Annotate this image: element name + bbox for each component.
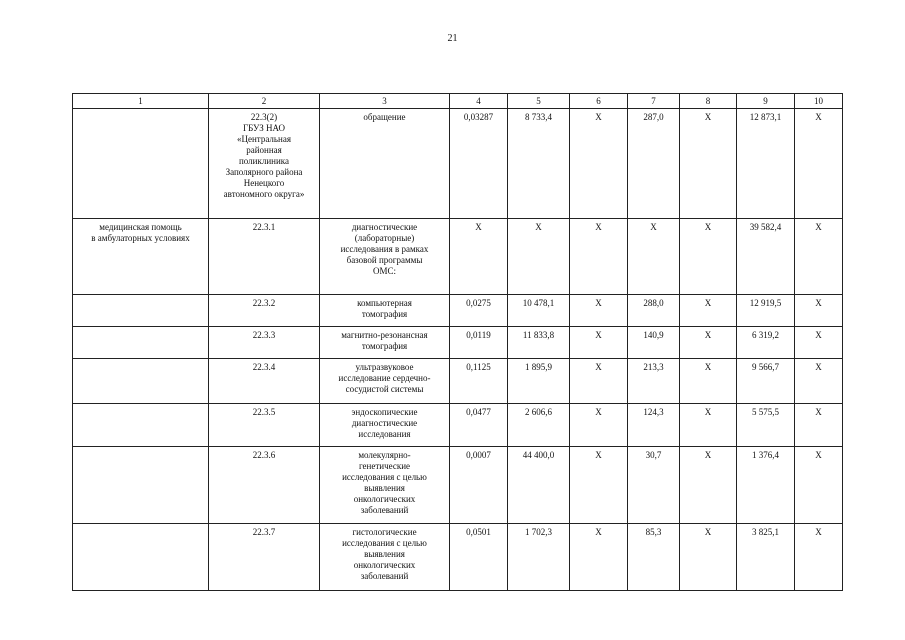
column-header: 2 xyxy=(209,94,320,109)
value-cell: 12 919,5 xyxy=(737,295,795,327)
column-header: 4 xyxy=(450,94,508,109)
table-row xyxy=(73,219,843,295)
value-cell: Х xyxy=(795,359,843,404)
column-header: 6 xyxy=(570,94,628,109)
column-header: 1 xyxy=(73,94,209,109)
care-type-cell xyxy=(73,109,209,219)
table-row xyxy=(73,359,843,404)
value-cell: Х xyxy=(680,404,737,447)
care-type-cell xyxy=(73,327,209,359)
value-cell: 287,0 xyxy=(628,109,680,219)
code-cell: 22.3.4 xyxy=(209,359,320,404)
value-cell: 11 833,8 xyxy=(508,327,570,359)
description-cell: магнитно-резонансная томография xyxy=(320,327,450,359)
value-cell: Х xyxy=(795,447,843,524)
value-cell: Х xyxy=(680,447,737,524)
care-type-cell xyxy=(73,404,209,447)
column-header: 8 xyxy=(680,94,737,109)
value-cell: Х xyxy=(795,404,843,447)
description-cell: ультразвуковое исследование сердечно- сосудистой системы xyxy=(320,359,450,404)
data-table xyxy=(72,93,843,591)
value-cell: Х xyxy=(680,359,737,404)
care-type-cell: медицинская помощь в амбулаторных условиях xyxy=(73,219,209,295)
value-cell: 12 873,1 xyxy=(737,109,795,219)
description-cell: гистологические исследования с целью выявления онкологических заболеваний xyxy=(320,524,450,591)
value-cell: 1 895,9 xyxy=(508,359,570,404)
table-row xyxy=(73,327,843,359)
value-cell: 288,0 xyxy=(628,295,680,327)
code-cell: 22.3.3 xyxy=(209,327,320,359)
value-cell: 0,0275 xyxy=(450,295,508,327)
description-cell: обращение xyxy=(320,109,450,219)
value-cell: 9 566,7 xyxy=(737,359,795,404)
care-type-cell xyxy=(73,295,209,327)
value-cell: Х xyxy=(508,219,570,295)
value-cell: 1 376,4 xyxy=(737,447,795,524)
description-cell: молекулярно- генетические исследования с целью выявления онкологических заболеваний xyxy=(320,447,450,524)
care-type-cell xyxy=(73,447,209,524)
code-cell: 22.3.5 xyxy=(209,404,320,447)
value-cell: Х xyxy=(570,524,628,591)
page-number: 21 xyxy=(447,33,458,44)
value-cell: 8 733,4 xyxy=(508,109,570,219)
value-cell: 44 400,0 xyxy=(508,447,570,524)
value-cell: 0,1125 xyxy=(450,359,508,404)
care-type-cell xyxy=(73,359,209,404)
column-header: 3 xyxy=(320,94,450,109)
value-cell: 39 582,4 xyxy=(737,219,795,295)
code-cell: 22.3.1 xyxy=(209,219,320,295)
value-cell: 2 606,6 xyxy=(508,404,570,447)
value-cell: Х xyxy=(795,109,843,219)
value-cell: Х xyxy=(570,295,628,327)
value-cell: Х xyxy=(450,219,508,295)
header-row xyxy=(73,94,843,109)
care-type-cell xyxy=(73,524,209,591)
column-header: 10 xyxy=(795,94,843,109)
value-cell: Х xyxy=(570,447,628,524)
code-cell: 22.3(2) ГБУЗ НАО «Центральная районная поликлиника Заполярного района Ненецкого автономного округа» xyxy=(209,109,320,219)
table-row xyxy=(73,404,843,447)
value-cell: Х xyxy=(680,109,737,219)
column-header: 7 xyxy=(628,94,680,109)
description-cell: эндоскопические диагностические исследования xyxy=(320,404,450,447)
table-row xyxy=(73,295,843,327)
value-cell: Х xyxy=(570,359,628,404)
value-cell: 0,0119 xyxy=(450,327,508,359)
column-header: 5 xyxy=(508,94,570,109)
value-cell: Х xyxy=(680,219,737,295)
value-cell: Х xyxy=(795,219,843,295)
value-cell: 213,3 xyxy=(628,359,680,404)
value-cell: 0,0477 xyxy=(450,404,508,447)
value-cell: Х xyxy=(570,219,628,295)
description-cell: диагностические (лабораторные) исследования в рамках базовой программы ОМС: xyxy=(320,219,450,295)
value-cell: 140,9 xyxy=(628,327,680,359)
value-cell: Х xyxy=(680,524,737,591)
value-cell: 0,0501 xyxy=(450,524,508,591)
value-cell: Х xyxy=(795,327,843,359)
value-cell: 0,0007 xyxy=(450,447,508,524)
value-cell: Х xyxy=(795,295,843,327)
value-cell: 124,3 xyxy=(628,404,680,447)
value-cell: 6 319,2 xyxy=(737,327,795,359)
column-header: 9 xyxy=(737,94,795,109)
value-cell: Х xyxy=(628,219,680,295)
value-cell: 0,03287 xyxy=(450,109,508,219)
value-cell: 3 825,1 xyxy=(737,524,795,591)
table-row xyxy=(73,524,843,591)
code-cell: 22.3.6 xyxy=(209,447,320,524)
table-row xyxy=(73,109,843,219)
value-cell: Х xyxy=(680,295,737,327)
value-cell: 1 702,3 xyxy=(508,524,570,591)
value-cell: 5 575,5 xyxy=(737,404,795,447)
value-cell: 30,7 xyxy=(628,447,680,524)
code-cell: 22.3.2 xyxy=(209,295,320,327)
value-cell: Х xyxy=(570,109,628,219)
value-cell: 85,3 xyxy=(628,524,680,591)
value-cell: 10 478,1 xyxy=(508,295,570,327)
value-cell: Х xyxy=(795,524,843,591)
description-cell: компьютерная томография xyxy=(320,295,450,327)
value-cell: Х xyxy=(570,404,628,447)
value-cell: Х xyxy=(570,327,628,359)
value-cell: Х xyxy=(680,327,737,359)
table-row xyxy=(73,447,843,524)
code-cell: 22.3.7 xyxy=(209,524,320,591)
